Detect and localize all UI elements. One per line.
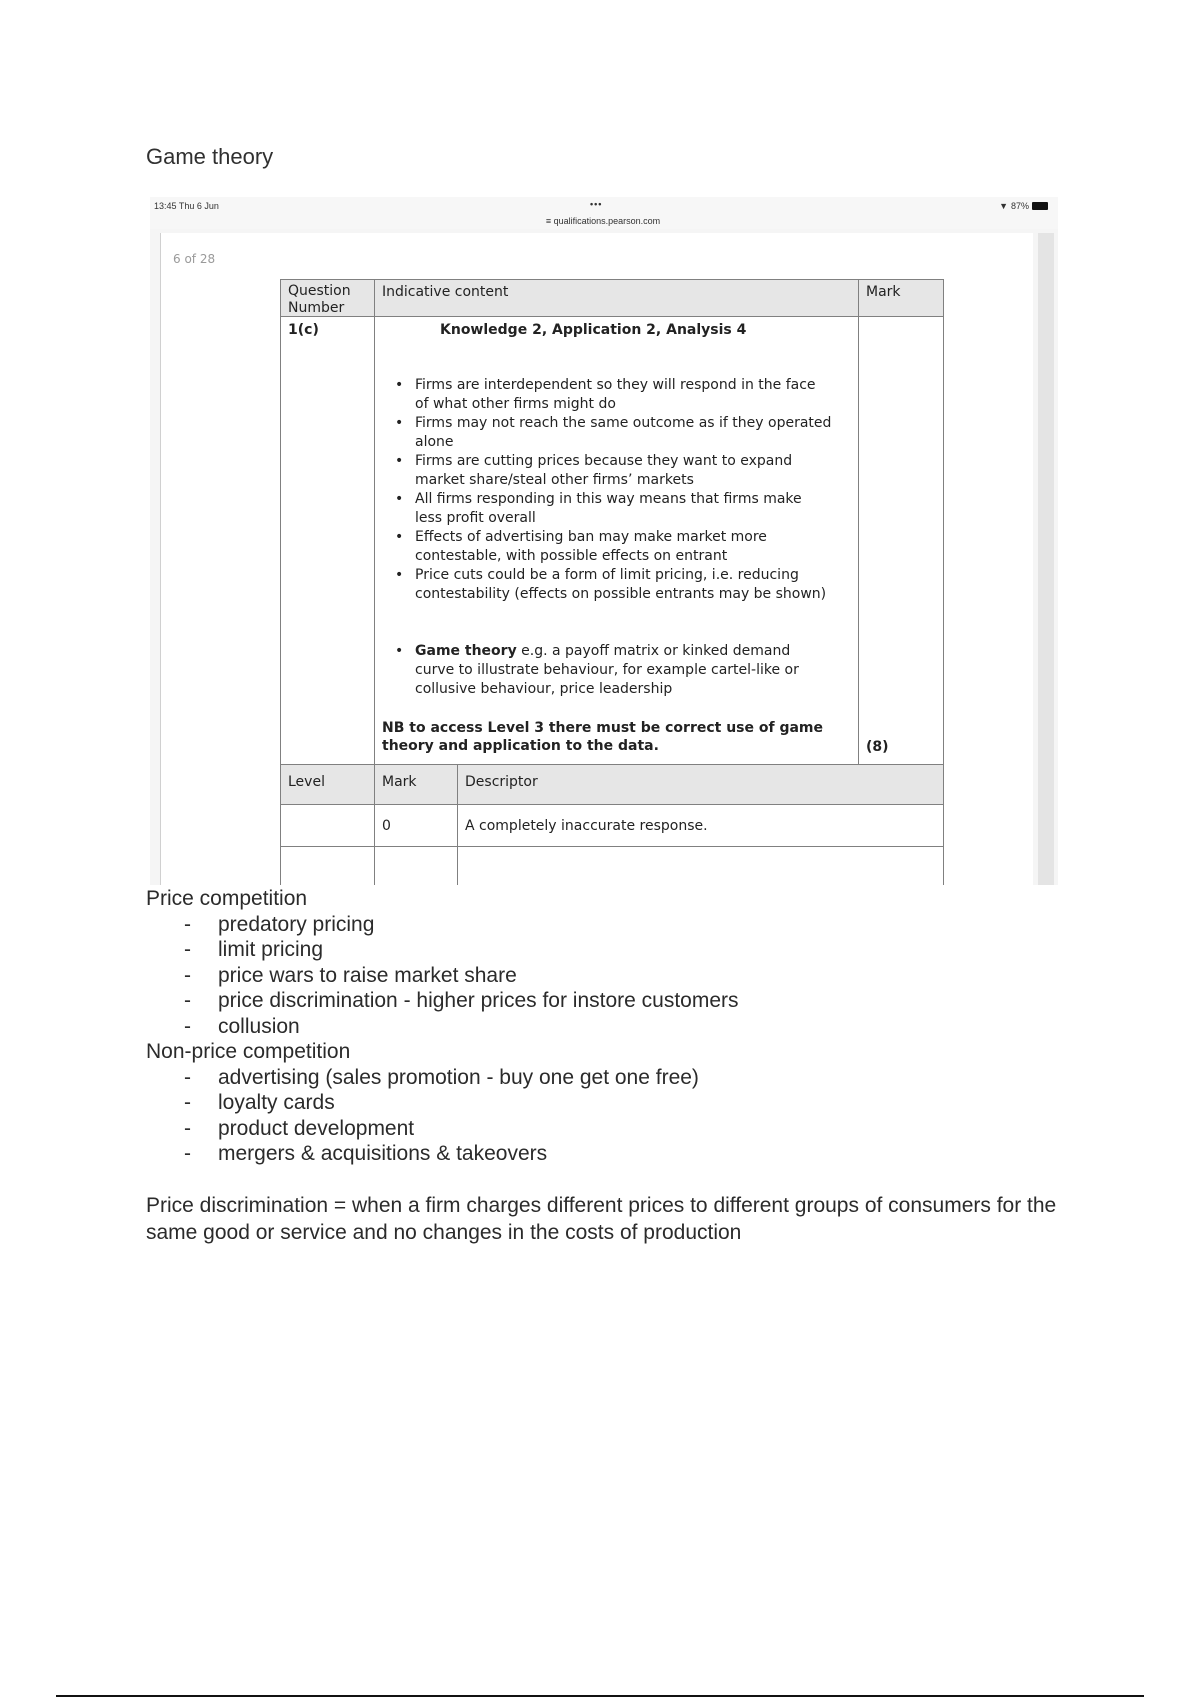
page-indicator: 6 of 28 <box>173 252 216 266</box>
price-competition-title: Price competition <box>146 887 308 910</box>
bullet-item: • Effects of advertising ban may make market more contestable, with possible effects on entrant <box>393 528 833 566</box>
header-divider <box>280 279 944 317</box>
descriptor-header: Descriptor <box>465 774 538 790</box>
status-bar <box>150 197 1058 229</box>
non-price-competition-title: Non-price competition <box>146 1040 351 1063</box>
bullet-item: • Price cuts could be a form of limit pricing, i.e. reducing contestability (effects on possible entrants may be shown) <box>393 566 833 604</box>
col-divider-1 <box>374 279 375 885</box>
total-mark: (8) <box>866 739 889 755</box>
level-header: Level <box>288 774 325 790</box>
url-bar[interactable]: ≡ qualifications.pearson.com <box>545 216 661 226</box>
list-item: - collusion <box>146 1014 1066 1040</box>
price-discrimination-definition: Price discrimination = when a firm charges different prices to different groups of consumers for the same good or service and no changes in the costs of production <box>146 1194 1057 1244</box>
more-dots-icon[interactable]: ••• <box>590 199 603 209</box>
knowledge-line: Knowledge 2, Application 2, Analysis 4 <box>440 322 747 338</box>
price-competition-list <box>146 912 1066 1040</box>
game-theory-bullet <box>393 642 833 699</box>
header-mark: Mark <box>866 284 901 300</box>
document-heading: Game theory <box>146 144 274 169</box>
list-item: - mergers & acquisitions & takeovers <box>146 1141 1066 1167</box>
list-item: - price discrimination - higher prices for instore customers <box>146 988 1066 1014</box>
level-divider-bottom <box>280 804 944 805</box>
bullet-item: • All firms responding in this way means that firms make less profit overall <box>393 490 833 528</box>
row-divider <box>280 846 944 847</box>
non-price-competition-list <box>146 1065 1066 1167</box>
game-theory-text: e.g. a payoff matrix or kinked demand curve to illustrate behaviour, for example cartel-like or collusive behaviour, price leadership <box>415 643 799 697</box>
question-id: 1(c) <box>288 322 319 338</box>
header-indicative-content: Indicative content <box>382 284 509 300</box>
battery-icon <box>1032 202 1048 210</box>
scrollbar[interactable] <box>1038 233 1054 885</box>
col-divider-3 <box>457 764 458 885</box>
level-divider-top <box>280 764 944 765</box>
wifi-icon: ▼ <box>999 201 1008 211</box>
list-item: - limit pricing <box>146 937 1066 963</box>
competition-notes <box>146 886 1066 1167</box>
descriptor-value: A completely inaccurate response. <box>465 818 708 834</box>
nb-note: NB to access Level 3 there must be correct use of game theory and application to the data. <box>382 720 824 754</box>
level-mark-value: 0 <box>382 818 391 834</box>
status-time: 13:45 Thu 6 Jun <box>154 201 219 211</box>
embedded-screenshot <box>150 197 1058 885</box>
list-item: - predatory pricing <box>146 912 1066 938</box>
header-question-number: Question Number <box>288 283 351 316</box>
list-item: - product development <box>146 1116 1066 1142</box>
bullet-item: • Firms are cutting prices because they want to expand market share/steal other firms’ markets <box>393 452 833 490</box>
battery-percent: 87% <box>1010 201 1029 211</box>
list-item: - advertising (sales promotion - buy one get one free) <box>146 1065 1066 1091</box>
indicative-bullets <box>393 376 833 604</box>
bullet-item <box>393 642 833 699</box>
list-item: - price wars to raise market share <box>146 963 1066 989</box>
bullet-item: • Firms may not reach the same outcome as if they operated alone <box>393 414 833 452</box>
pdf-page <box>160 233 1033 885</box>
col-divider-2 <box>858 279 859 764</box>
status-indicators <box>999 201 1048 211</box>
level-mark-header: Mark <box>382 774 417 790</box>
game-theory-label: Game theory <box>415 643 517 659</box>
list-item: - loyalty cards <box>146 1090 1066 1116</box>
bullet-item: • Firms are interdependent so they will respond in the face of what other firms might do <box>393 376 833 414</box>
page-footer-rule <box>56 1695 1144 1697</box>
